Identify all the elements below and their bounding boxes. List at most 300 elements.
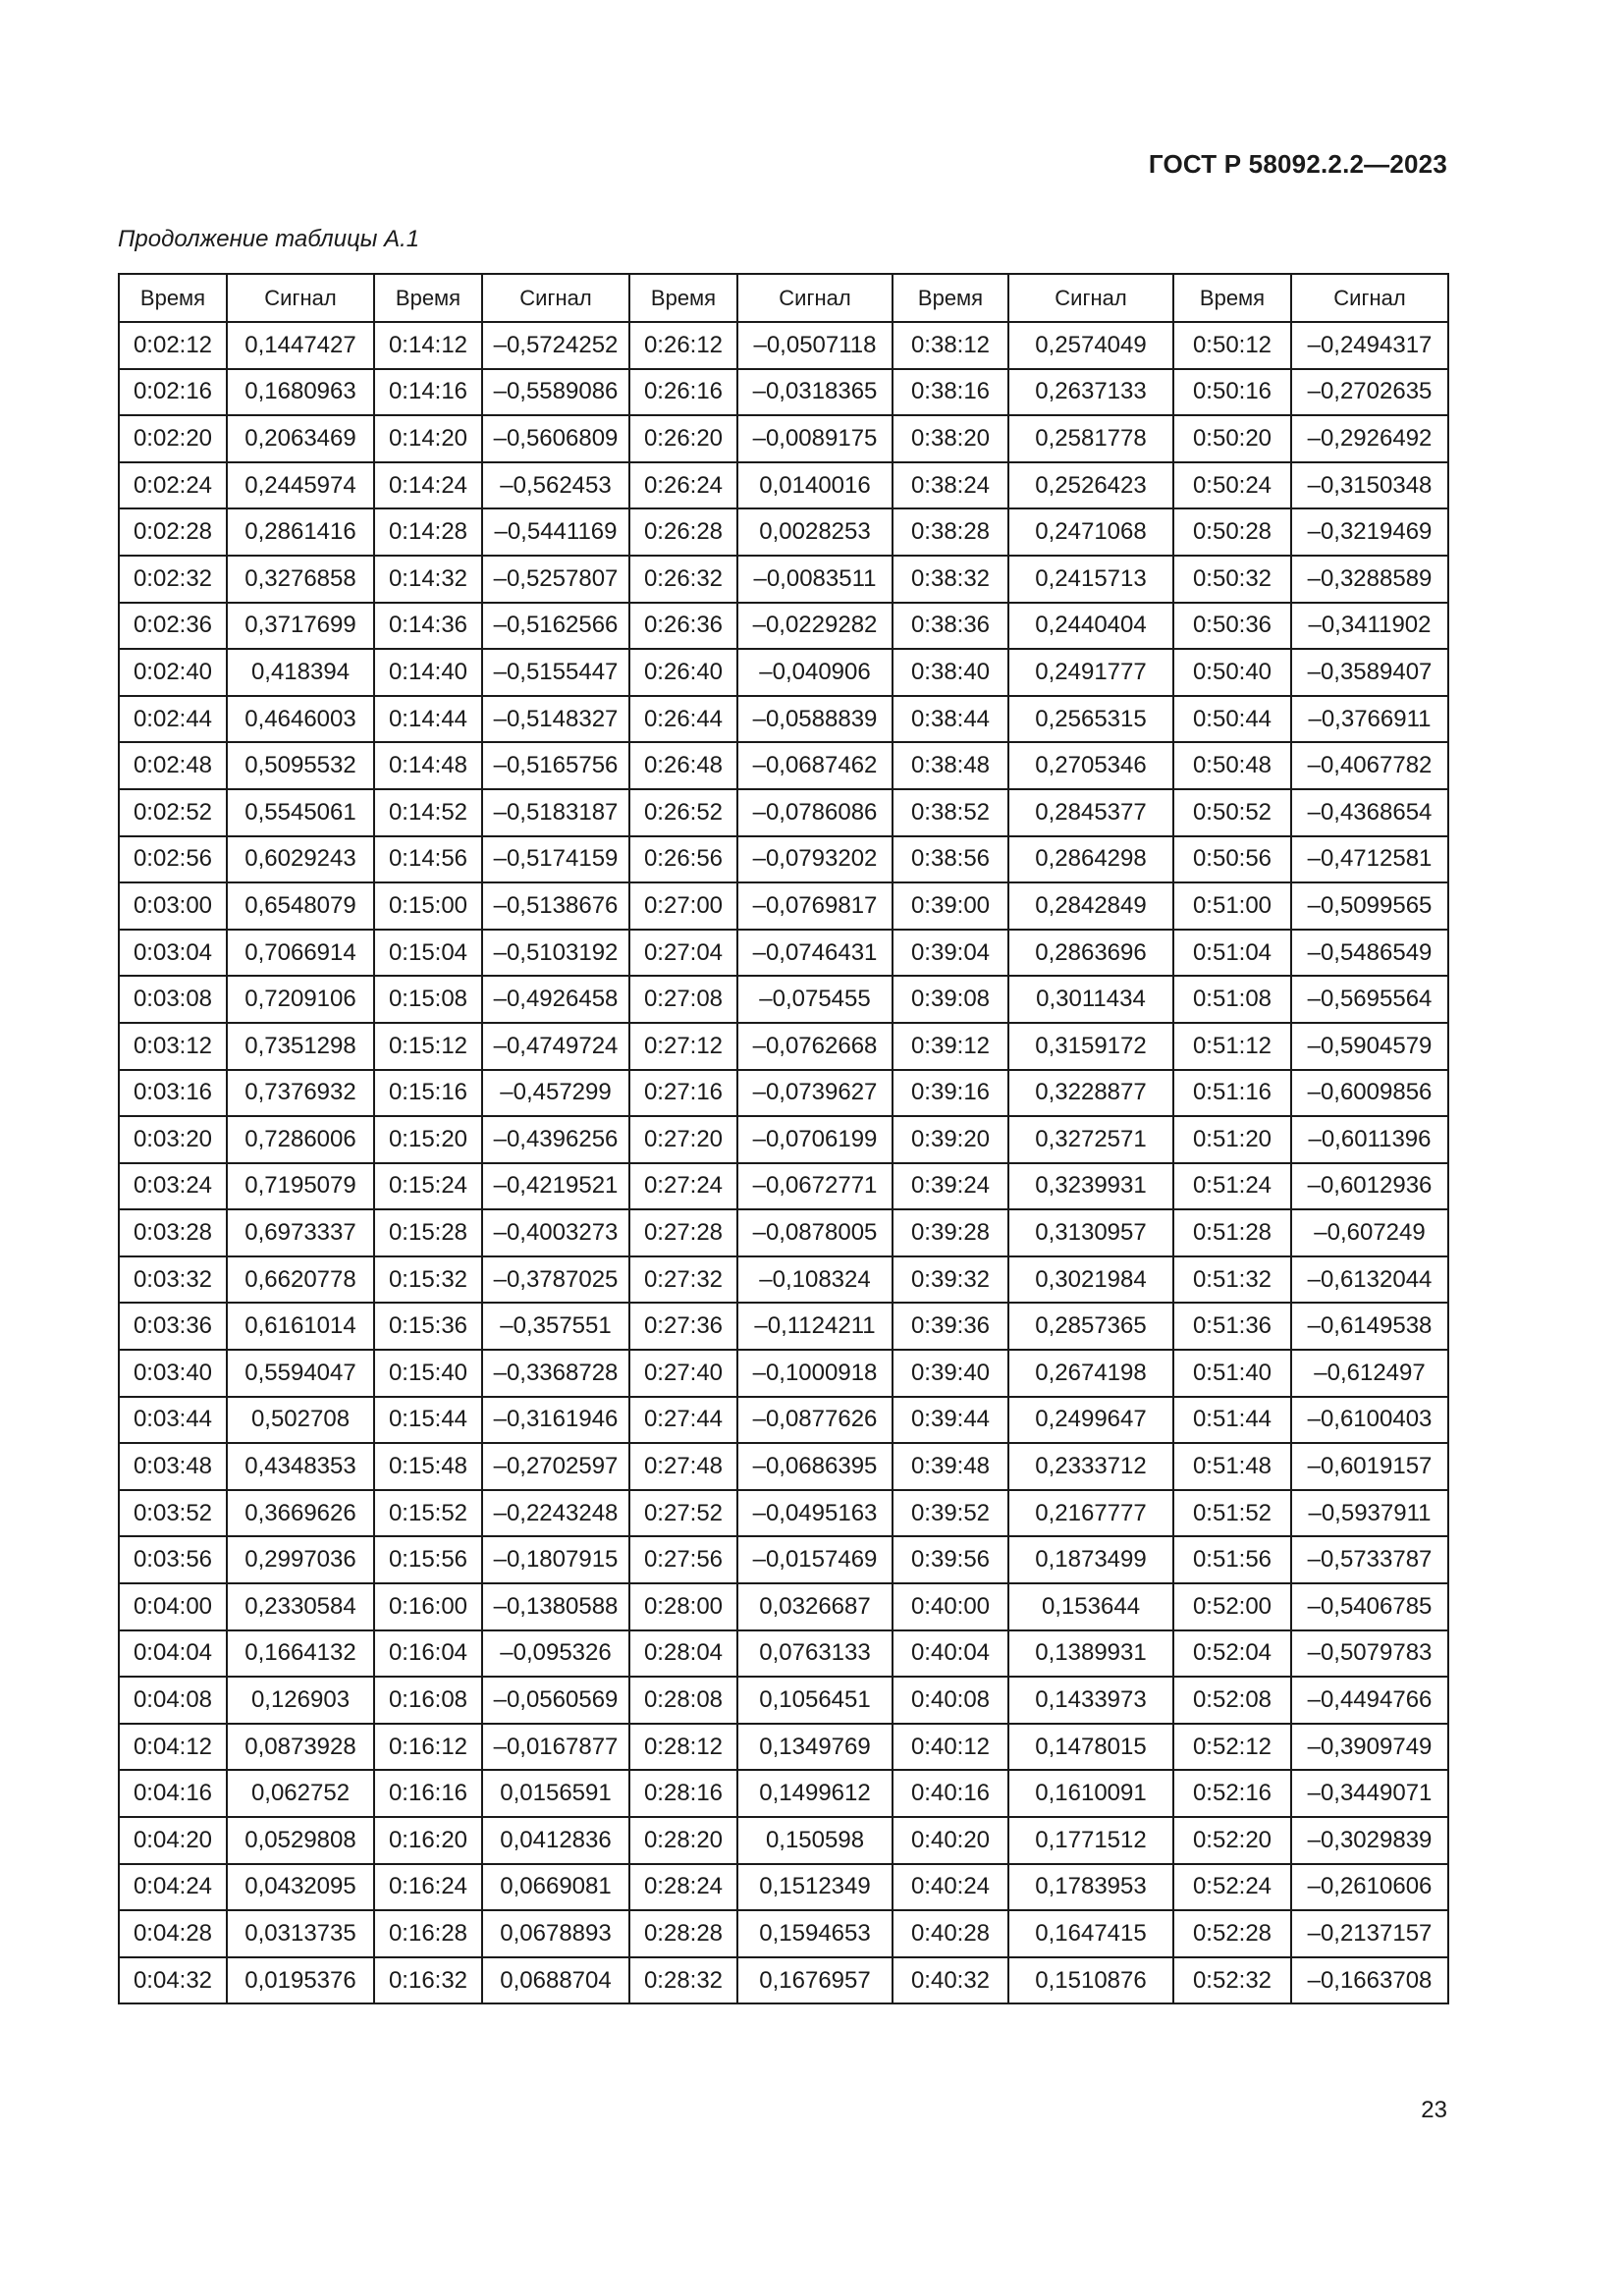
table-row bbox=[119, 603, 1448, 650]
time-cell: 0:02:32 bbox=[119, 556, 227, 603]
time-cell: 0:51:32 bbox=[1173, 1256, 1291, 1304]
signal-cell: 0,2857365 bbox=[1008, 1303, 1173, 1350]
time-cell: 0:51:00 bbox=[1173, 882, 1291, 930]
signal-cell: –0,3368728 bbox=[482, 1350, 629, 1397]
signal-cell: 0,7351298 bbox=[227, 1023, 374, 1070]
time-cell: 0:15:12 bbox=[374, 1023, 482, 1070]
signal-cell: –0,5079783 bbox=[1291, 1630, 1448, 1678]
table-row bbox=[119, 976, 1448, 1023]
time-cell: 0:39:16 bbox=[893, 1070, 1008, 1117]
time-cell: 0:15:32 bbox=[374, 1256, 482, 1304]
column-header: Время bbox=[1173, 274, 1291, 322]
signal-cell: 0,0678893 bbox=[482, 1910, 629, 1957]
time-cell: 0:15:36 bbox=[374, 1303, 482, 1350]
table-header-row bbox=[119, 274, 1448, 322]
signal-cell: –0,5406785 bbox=[1291, 1583, 1448, 1630]
time-cell: 0:51:44 bbox=[1173, 1397, 1291, 1444]
time-cell: 0:03:20 bbox=[119, 1116, 227, 1163]
signal-cell: 0,2440404 bbox=[1008, 603, 1173, 650]
signal-cell: –0,3411902 bbox=[1291, 603, 1448, 650]
signal-cell: –0,0706199 bbox=[737, 1116, 893, 1163]
time-cell: 0:50:28 bbox=[1173, 508, 1291, 556]
signal-cell: 0,3228877 bbox=[1008, 1070, 1173, 1117]
signal-cell: 0,7209106 bbox=[227, 976, 374, 1023]
signal-cell: 0,0313735 bbox=[227, 1910, 374, 1957]
signal-cell: 0,2674198 bbox=[1008, 1350, 1173, 1397]
time-cell: 0:26:40 bbox=[629, 649, 737, 696]
time-cell: 0:38:20 bbox=[893, 415, 1008, 462]
signal-cell: –0,4368654 bbox=[1291, 789, 1448, 836]
time-cell: 0:40:16 bbox=[893, 1770, 1008, 1817]
signal-cell: 0,0529808 bbox=[227, 1817, 374, 1864]
signal-cell: 0,3011434 bbox=[1008, 976, 1173, 1023]
signal-cell: 0,0156591 bbox=[482, 1770, 629, 1817]
time-cell: 0:02:52 bbox=[119, 789, 227, 836]
time-cell: 0:02:36 bbox=[119, 603, 227, 650]
time-cell: 0:52:08 bbox=[1173, 1677, 1291, 1724]
time-cell: 0:27:04 bbox=[629, 930, 737, 977]
signal-cell: 0,0669081 bbox=[482, 1864, 629, 1911]
signal-cell: –0,5162566 bbox=[482, 603, 629, 650]
time-cell: 0:52:16 bbox=[1173, 1770, 1291, 1817]
time-cell: 0:28:32 bbox=[629, 1957, 737, 2004]
time-cell: 0:50:36 bbox=[1173, 603, 1291, 650]
time-cell: 0:51:52 bbox=[1173, 1490, 1291, 1537]
time-cell: 0:26:12 bbox=[629, 322, 737, 369]
time-cell: 0:03:56 bbox=[119, 1536, 227, 1583]
signal-cell: –0,0560569 bbox=[482, 1677, 629, 1724]
signal-cell: 0,0873928 bbox=[227, 1724, 374, 1771]
signal-cell: 0,2637133 bbox=[1008, 369, 1173, 416]
time-cell: 0:03:28 bbox=[119, 1209, 227, 1256]
signal-cell: –0,4396256 bbox=[482, 1116, 629, 1163]
signal-cell: 0,4348353 bbox=[227, 1443, 374, 1490]
time-cell: 0:16:00 bbox=[374, 1583, 482, 1630]
time-cell: 0:38:56 bbox=[893, 836, 1008, 883]
signal-cell: 0,1647415 bbox=[1008, 1910, 1173, 1957]
signal-cell: –0,5148327 bbox=[482, 696, 629, 743]
signal-cell: 0,2581778 bbox=[1008, 415, 1173, 462]
time-cell: 0:38:12 bbox=[893, 322, 1008, 369]
time-cell: 0:02:24 bbox=[119, 462, 227, 509]
signal-cell: –0,4067782 bbox=[1291, 742, 1448, 789]
time-cell: 0:28:00 bbox=[629, 1583, 737, 1630]
signal-cell: 0,6161014 bbox=[227, 1303, 374, 1350]
signal-cell: 0,1783953 bbox=[1008, 1864, 1173, 1911]
table-caption: Продолжение таблицы А.1 bbox=[118, 226, 420, 252]
time-cell: 0:52:04 bbox=[1173, 1630, 1291, 1678]
signal-cell: 0,2565315 bbox=[1008, 696, 1173, 743]
signal-cell: 0,2705346 bbox=[1008, 742, 1173, 789]
signal-cell: –0,4749724 bbox=[482, 1023, 629, 1070]
time-cell: 0:39:08 bbox=[893, 976, 1008, 1023]
signal-cell: 0,062752 bbox=[227, 1770, 374, 1817]
signal-cell: –0,0318365 bbox=[737, 369, 893, 416]
signal-cell: 0,2333712 bbox=[1008, 1443, 1173, 1490]
signal-cell: –0,0588839 bbox=[737, 696, 893, 743]
signal-cell: –0,5695564 bbox=[1291, 976, 1448, 1023]
signal-cell: 0,1512349 bbox=[737, 1864, 893, 1911]
signal-cell: –0,562453 bbox=[482, 462, 629, 509]
table-row bbox=[119, 1303, 1448, 1350]
time-cell: 0:38:28 bbox=[893, 508, 1008, 556]
time-cell: 0:26:36 bbox=[629, 603, 737, 650]
time-cell: 0:27:48 bbox=[629, 1443, 737, 1490]
table-row bbox=[119, 789, 1448, 836]
signal-cell: 0,2491777 bbox=[1008, 649, 1173, 696]
time-cell: 0:14:16 bbox=[374, 369, 482, 416]
time-cell: 0:27:44 bbox=[629, 1397, 737, 1444]
table-row bbox=[119, 836, 1448, 883]
time-cell: 0:50:32 bbox=[1173, 556, 1291, 603]
signal-cell: –0,3787025 bbox=[482, 1256, 629, 1304]
time-cell: 0:04:16 bbox=[119, 1770, 227, 1817]
signal-cell: 0,418394 bbox=[227, 649, 374, 696]
signal-cell: 0,5594047 bbox=[227, 1350, 374, 1397]
time-cell: 0:51:56 bbox=[1173, 1536, 1291, 1583]
time-cell: 0:27:24 bbox=[629, 1163, 737, 1210]
time-cell: 0:03:00 bbox=[119, 882, 227, 930]
time-cell: 0:39:48 bbox=[893, 1443, 1008, 1490]
time-cell: 0:39:32 bbox=[893, 1256, 1008, 1304]
signal-cell: 0,0140016 bbox=[737, 462, 893, 509]
time-cell: 0:39:20 bbox=[893, 1116, 1008, 1163]
time-cell: 0:28:20 bbox=[629, 1817, 737, 1864]
time-cell: 0:52:28 bbox=[1173, 1910, 1291, 1957]
time-cell: 0:28:24 bbox=[629, 1864, 737, 1911]
time-cell: 0:02:56 bbox=[119, 836, 227, 883]
signal-cell: –0,3589407 bbox=[1291, 649, 1448, 696]
time-cell: 0:14:44 bbox=[374, 696, 482, 743]
time-cell: 0:27:56 bbox=[629, 1536, 737, 1583]
time-cell: 0:14:24 bbox=[374, 462, 482, 509]
signal-cell: –0,3150348 bbox=[1291, 462, 1448, 509]
time-cell: 0:15:04 bbox=[374, 930, 482, 977]
time-cell: 0:16:08 bbox=[374, 1677, 482, 1724]
signal-cell: –0,5174159 bbox=[482, 836, 629, 883]
signal-cell: 0,126903 bbox=[227, 1677, 374, 1724]
table-row bbox=[119, 508, 1448, 556]
signal-cell: –0,4003273 bbox=[482, 1209, 629, 1256]
time-cell: 0:26:56 bbox=[629, 836, 737, 883]
signal-cell: –0,095326 bbox=[482, 1630, 629, 1678]
time-cell: 0:26:24 bbox=[629, 462, 737, 509]
signal-cell: 0,0195376 bbox=[227, 1957, 374, 2004]
signal-cell: –0,5155447 bbox=[482, 649, 629, 696]
time-cell: 0:50:52 bbox=[1173, 789, 1291, 836]
table-row bbox=[119, 1116, 1448, 1163]
time-cell: 0:03:04 bbox=[119, 930, 227, 977]
signal-cell: –0,5904579 bbox=[1291, 1023, 1448, 1070]
signal-cell: –0,108324 bbox=[737, 1256, 893, 1304]
table-row bbox=[119, 930, 1448, 977]
table-row bbox=[119, 1910, 1448, 1957]
signal-cell: 0,1510876 bbox=[1008, 1957, 1173, 2004]
time-cell: 0:26:52 bbox=[629, 789, 737, 836]
time-cell: 0:39:24 bbox=[893, 1163, 1008, 1210]
time-cell: 0:39:52 bbox=[893, 1490, 1008, 1537]
signal-cell: –0,0672771 bbox=[737, 1163, 893, 1210]
time-cell: 0:15:16 bbox=[374, 1070, 482, 1117]
time-cell: 0:40:28 bbox=[893, 1910, 1008, 1957]
time-cell: 0:52:24 bbox=[1173, 1864, 1291, 1911]
signal-cell: 0,2063469 bbox=[227, 415, 374, 462]
column-header: Время bbox=[629, 274, 737, 322]
signal-cell: 0,6029243 bbox=[227, 836, 374, 883]
column-header: Сигнал bbox=[1008, 274, 1173, 322]
signal-cell: –0,6019157 bbox=[1291, 1443, 1448, 1490]
time-cell: 0:27:40 bbox=[629, 1350, 737, 1397]
time-cell: 0:14:28 bbox=[374, 508, 482, 556]
time-cell: 0:03:44 bbox=[119, 1397, 227, 1444]
time-cell: 0:52:20 bbox=[1173, 1817, 1291, 1864]
table-row bbox=[119, 1350, 1448, 1397]
signal-cell: –0,5103192 bbox=[482, 930, 629, 977]
signal-cell: 0,2864298 bbox=[1008, 836, 1173, 883]
signal-cell: 0,1447427 bbox=[227, 322, 374, 369]
time-cell: 0:40:24 bbox=[893, 1864, 1008, 1911]
time-cell: 0:15:48 bbox=[374, 1443, 482, 1490]
time-cell: 0:16:12 bbox=[374, 1724, 482, 1771]
column-header: Сигнал bbox=[482, 274, 629, 322]
signal-cell: 0,2997036 bbox=[227, 1536, 374, 1583]
signal-cell: 0,1664132 bbox=[227, 1630, 374, 1678]
time-cell: 0:39:28 bbox=[893, 1209, 1008, 1256]
signal-cell: –0,5099565 bbox=[1291, 882, 1448, 930]
time-cell: 0:26:16 bbox=[629, 369, 737, 416]
table-row bbox=[119, 1023, 1448, 1070]
signal-cell: 0,0412836 bbox=[482, 1817, 629, 1864]
time-cell: 0:27:12 bbox=[629, 1023, 737, 1070]
time-cell: 0:03:48 bbox=[119, 1443, 227, 1490]
signal-cell: –0,5724252 bbox=[482, 322, 629, 369]
time-cell: 0:39:36 bbox=[893, 1303, 1008, 1350]
signal-cell: 0,2471068 bbox=[1008, 508, 1173, 556]
signal-cell: –0,2610606 bbox=[1291, 1864, 1448, 1911]
signal-cell: 0,7286006 bbox=[227, 1116, 374, 1163]
time-cell: 0:39:12 bbox=[893, 1023, 1008, 1070]
signal-cell: –0,5165756 bbox=[482, 742, 629, 789]
time-cell: 0:39:44 bbox=[893, 1397, 1008, 1444]
signal-cell: –0,612497 bbox=[1291, 1350, 1448, 1397]
signal-cell: 0,5095532 bbox=[227, 742, 374, 789]
time-cell: 0:50:40 bbox=[1173, 649, 1291, 696]
signal-cell: 0,2526423 bbox=[1008, 462, 1173, 509]
table-row bbox=[119, 882, 1448, 930]
time-cell: 0:38:36 bbox=[893, 603, 1008, 650]
time-cell: 0:40:12 bbox=[893, 1724, 1008, 1771]
time-cell: 0:03:32 bbox=[119, 1256, 227, 1304]
signal-cell: 0,1056451 bbox=[737, 1677, 893, 1724]
signal-cell: –0,0746431 bbox=[737, 930, 893, 977]
time-cell: 0:16:04 bbox=[374, 1630, 482, 1678]
signal-cell: 0,1478015 bbox=[1008, 1724, 1173, 1771]
signal-cell: 0,3272571 bbox=[1008, 1116, 1173, 1163]
signal-cell: –0,4219521 bbox=[482, 1163, 629, 1210]
signal-cell: 0,3717699 bbox=[227, 603, 374, 650]
time-cell: 0:15:20 bbox=[374, 1116, 482, 1163]
signal-cell: –0,3219469 bbox=[1291, 508, 1448, 556]
signal-cell: –0,4712581 bbox=[1291, 836, 1448, 883]
time-cell: 0:27:08 bbox=[629, 976, 737, 1023]
time-cell: 0:04:32 bbox=[119, 1957, 227, 2004]
column-header: Сигнал bbox=[1291, 274, 1448, 322]
time-cell: 0:27:32 bbox=[629, 1256, 737, 1304]
time-cell: 0:40:04 bbox=[893, 1630, 1008, 1678]
signal-cell: –0,2926492 bbox=[1291, 415, 1448, 462]
signal-cell: –0,0878005 bbox=[737, 1209, 893, 1256]
signal-cell: 0,2499647 bbox=[1008, 1397, 1173, 1444]
signal-cell: –0,5486549 bbox=[1291, 930, 1448, 977]
table-row bbox=[119, 1583, 1448, 1630]
signal-cell: –0,6011396 bbox=[1291, 1116, 1448, 1163]
time-cell: 0:51:36 bbox=[1173, 1303, 1291, 1350]
signal-cell: –0,1124211 bbox=[737, 1303, 893, 1350]
table-row bbox=[119, 1256, 1448, 1304]
signal-cell: 0,1676957 bbox=[737, 1957, 893, 2004]
time-cell: 0:03:24 bbox=[119, 1163, 227, 1210]
time-cell: 0:15:44 bbox=[374, 1397, 482, 1444]
time-cell: 0:02:16 bbox=[119, 369, 227, 416]
signal-cell: 0,150598 bbox=[737, 1817, 893, 1864]
time-cell: 0:26:44 bbox=[629, 696, 737, 743]
signal-cell: –0,0739627 bbox=[737, 1070, 893, 1117]
signal-cell: –0,040906 bbox=[737, 649, 893, 696]
signal-cell: 0,1610091 bbox=[1008, 1770, 1173, 1817]
signal-cell: –0,3161946 bbox=[482, 1397, 629, 1444]
table-row bbox=[119, 742, 1448, 789]
table-row bbox=[119, 1490, 1448, 1537]
column-header: Сигнал bbox=[737, 274, 893, 322]
time-cell: 0:04:08 bbox=[119, 1677, 227, 1724]
signal-cell: –0,5606809 bbox=[482, 415, 629, 462]
signal-cell: 0,0326687 bbox=[737, 1583, 893, 1630]
signal-cell: –0,3029839 bbox=[1291, 1817, 1448, 1864]
signal-cell: –0,5441169 bbox=[482, 508, 629, 556]
signal-cell: 0,1389931 bbox=[1008, 1630, 1173, 1678]
time-cell: 0:40:00 bbox=[893, 1583, 1008, 1630]
time-cell: 0:14:40 bbox=[374, 649, 482, 696]
time-cell: 0:26:48 bbox=[629, 742, 737, 789]
time-cell: 0:02:40 bbox=[119, 649, 227, 696]
time-cell: 0:50:48 bbox=[1173, 742, 1291, 789]
column-header: Сигнал bbox=[227, 274, 374, 322]
time-cell: 0:50:44 bbox=[1173, 696, 1291, 743]
signal-cell: –0,1380588 bbox=[482, 1583, 629, 1630]
time-cell: 0:15:08 bbox=[374, 976, 482, 1023]
signal-cell: –0,2137157 bbox=[1291, 1910, 1448, 1957]
time-cell: 0:40:08 bbox=[893, 1677, 1008, 1724]
time-cell: 0:02:20 bbox=[119, 415, 227, 462]
time-cell: 0:14:56 bbox=[374, 836, 482, 883]
time-cell: 0:51:08 bbox=[1173, 976, 1291, 1023]
time-cell: 0:03:08 bbox=[119, 976, 227, 1023]
signal-cell: 0,2330584 bbox=[227, 1583, 374, 1630]
signal-cell: –0,0495163 bbox=[737, 1490, 893, 1537]
time-cell: 0:26:28 bbox=[629, 508, 737, 556]
signal-cell: 0,2863696 bbox=[1008, 930, 1173, 977]
signal-cell: 0,5545061 bbox=[227, 789, 374, 836]
time-cell: 0:28:08 bbox=[629, 1677, 737, 1724]
time-cell: 0:14:48 bbox=[374, 742, 482, 789]
table-row bbox=[119, 1443, 1448, 1490]
table-row bbox=[119, 1397, 1448, 1444]
signal-cell: –0,5257807 bbox=[482, 556, 629, 603]
table-row bbox=[119, 1957, 1448, 2004]
table-row bbox=[119, 1070, 1448, 1117]
signal-cell: 0,1594653 bbox=[737, 1910, 893, 1957]
signal-cell: –0,6149538 bbox=[1291, 1303, 1448, 1350]
time-cell: 0:02:48 bbox=[119, 742, 227, 789]
signal-cell: 0,3130957 bbox=[1008, 1209, 1173, 1256]
signal-cell: –0,0877626 bbox=[737, 1397, 893, 1444]
time-cell: 0:03:40 bbox=[119, 1350, 227, 1397]
time-cell: 0:26:32 bbox=[629, 556, 737, 603]
signal-cell: 0,6973337 bbox=[227, 1209, 374, 1256]
time-cell: 0:40:32 bbox=[893, 1957, 1008, 2004]
signal-cell: 0,2167777 bbox=[1008, 1490, 1173, 1537]
signal-cell: –0,3288589 bbox=[1291, 556, 1448, 603]
signal-cell: 0,3021984 bbox=[1008, 1256, 1173, 1304]
time-cell: 0:14:12 bbox=[374, 322, 482, 369]
time-cell: 0:38:48 bbox=[893, 742, 1008, 789]
signal-cell: –0,0507118 bbox=[737, 322, 893, 369]
signal-cell: 0,1433973 bbox=[1008, 1677, 1173, 1724]
time-cell: 0:52:00 bbox=[1173, 1583, 1291, 1630]
time-cell: 0:15:56 bbox=[374, 1536, 482, 1583]
time-cell: 0:51:48 bbox=[1173, 1443, 1291, 1490]
time-cell: 0:03:16 bbox=[119, 1070, 227, 1117]
table-row bbox=[119, 415, 1448, 462]
table-row bbox=[119, 462, 1448, 509]
signal-cell: 0,0688704 bbox=[482, 1957, 629, 2004]
signal-cell: 0,1499612 bbox=[737, 1770, 893, 1817]
time-cell: 0:02:44 bbox=[119, 696, 227, 743]
table-row bbox=[119, 1677, 1448, 1724]
time-cell: 0:14:52 bbox=[374, 789, 482, 836]
table-row bbox=[119, 649, 1448, 696]
signal-cell: 0,1873499 bbox=[1008, 1536, 1173, 1583]
document-code: ГОСТ Р 58092.2.2—2023 bbox=[1148, 149, 1447, 179]
signal-cell: –0,5138676 bbox=[482, 882, 629, 930]
data-table bbox=[118, 273, 1449, 2004]
signal-cell: –0,2243248 bbox=[482, 1490, 629, 1537]
signal-cell: –0,5183187 bbox=[482, 789, 629, 836]
signal-cell: 0,2574049 bbox=[1008, 322, 1173, 369]
page-number: 23 bbox=[1421, 2097, 1447, 2123]
time-cell: 0:50:24 bbox=[1173, 462, 1291, 509]
signal-cell: 0,153644 bbox=[1008, 1583, 1173, 1630]
time-cell: 0:03:12 bbox=[119, 1023, 227, 1070]
table-row bbox=[119, 1630, 1448, 1678]
signal-cell: –0,2702597 bbox=[482, 1443, 629, 1490]
time-cell: 0:52:32 bbox=[1173, 1957, 1291, 2004]
time-cell: 0:38:40 bbox=[893, 649, 1008, 696]
signal-cell: –0,5937911 bbox=[1291, 1490, 1448, 1537]
signal-cell: –0,4926458 bbox=[482, 976, 629, 1023]
signal-cell: –0,0762668 bbox=[737, 1023, 893, 1070]
time-cell: 0:51:28 bbox=[1173, 1209, 1291, 1256]
time-cell: 0:51:04 bbox=[1173, 930, 1291, 977]
time-cell: 0:27:20 bbox=[629, 1116, 737, 1163]
time-cell: 0:51:40 bbox=[1173, 1350, 1291, 1397]
signal-cell: 0,2842849 bbox=[1008, 882, 1173, 930]
time-cell: 0:38:52 bbox=[893, 789, 1008, 836]
signal-cell: –0,3766911 bbox=[1291, 696, 1448, 743]
time-cell: 0:50:20 bbox=[1173, 415, 1291, 462]
time-cell: 0:39:00 bbox=[893, 882, 1008, 930]
table-body bbox=[119, 322, 1448, 2003]
